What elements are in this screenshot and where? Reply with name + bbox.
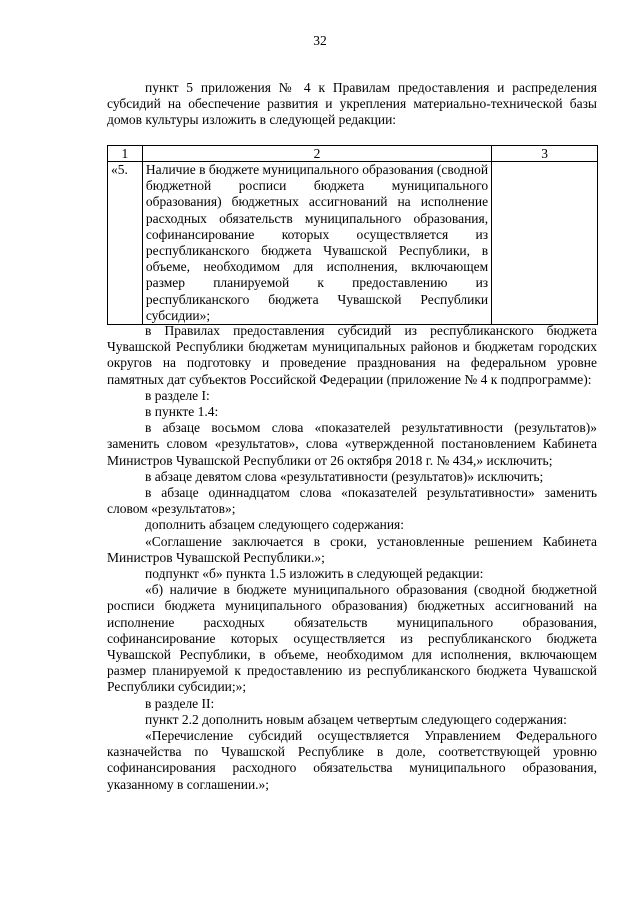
table-header-cell-3: 3 bbox=[492, 146, 598, 162]
paragraph: в разделе II: bbox=[145, 695, 215, 711]
intro-block bbox=[107, 80, 597, 129]
paragraph: в пункте 1.4: bbox=[145, 404, 219, 420]
paragraph: в разделе I: bbox=[145, 387, 210, 403]
table-cell-requirement: Наличие в бюджете муниципального образования (сводной бюджетной росписи бюджета муниципального образования) бюджетных ассигнований на исполнение расходных обязательств муниципального образования, софинансирование которых осуществляется из республиканского бюджета Чувашской Республики, в объеме, необходимом для исполнения, включающем размер планируемой к предоставлению из республиканского бюджета Чувашской Республики субсидии»; bbox=[142, 162, 491, 325]
page-number: 32 bbox=[313, 33, 327, 48]
paragraph: в абзаце девятом слова «результативности (результатов)» исключить; bbox=[145, 468, 544, 484]
paragraph: подпункт «б» пункта 1.5 изложить в следующей редакции: bbox=[145, 566, 484, 582]
table-cell-number: «5. bbox=[108, 162, 143, 325]
table-cell-empty bbox=[492, 162, 598, 325]
paragraph: «Соглашение заключается в сроки, установленные решением Кабинета Министров Чувашской Республики.»; bbox=[107, 533, 597, 565]
paragraph: в абзаце восьмом слова «показателей результативности (результатов)» заменить словом «результатов», слова «утвержденной постановлением Кабинета Министров Чувашской Республики от 26 октября 2018 г. № 434,» исключить; bbox=[107, 420, 597, 468]
table-row bbox=[108, 162, 598, 325]
intro-paragraph: пункт 5 приложения № 4 к Правилам предоставления и распределения субсидий на обеспечение развития и укрепления материально-технической базы домов культуры изложить в следующей редакции: bbox=[107, 80, 597, 128]
amendment-table bbox=[107, 145, 598, 325]
paragraph: «б) наличие в бюджете муниципального образования (сводной бюджетной росписи бюджета муниципального образования) бюджетных ассигнований на исполнение расходных обязательств муниципального образования, софинансирование которых осуществляется из республиканского бюджета Чувашской Республики, в объеме, необходимом для исполнения, включающем размер планируемой к предоставлению из республиканского бюджета Чувашской Республики субсидии;»; bbox=[107, 582, 597, 695]
paragraph: пункт 2.2 дополнить новым абзацем четвертым следующего содержания: bbox=[145, 711, 567, 727]
table-header-row bbox=[108, 146, 598, 162]
paragraph: дополнить абзацем следующего содержания: bbox=[145, 517, 405, 533]
table-header-cell-2: 2 bbox=[142, 146, 491, 162]
paragraph: в абзаце одиннадцатом слова «показателей результативности» заменить словом «результатов»; bbox=[107, 485, 597, 517]
table-header-cell-1: 1 bbox=[108, 146, 143, 162]
body-text bbox=[107, 323, 597, 793]
paragraph: в Правилах предоставления субсидий из республиканского бюджета Чувашской Республики бюджетам муниципальных районов и бюджетам городских округов на подготовку и проведение празднования на федеральном уровне памятных дат субъектов Российской Федерации (приложение № 4 к подпрограмме): bbox=[107, 323, 597, 387]
paragraph: «Перечисление субсидий осуществляется Управлением Федерального казначейства по Чувашской Республике в доле, соответствующей уровню софинансирования расходного обязательства муниципального образования, указанному в соглашении.»; bbox=[107, 728, 597, 792]
